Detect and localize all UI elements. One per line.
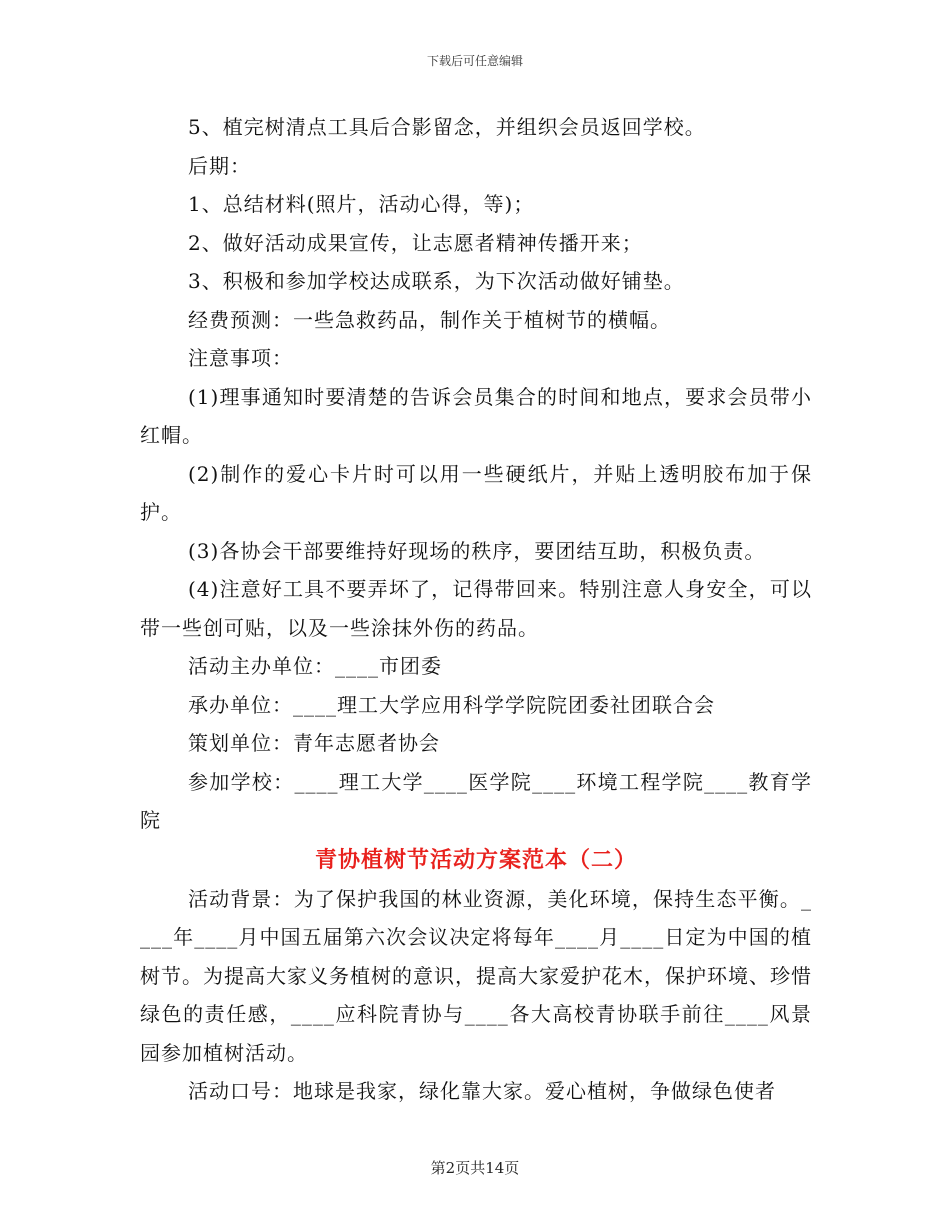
paragraph: 后期： xyxy=(188,153,251,178)
paragraph: (2)制作的爱心卡片时可以用一些硬纸片，并贴上透明胶布加于保护。 xyxy=(140,461,812,524)
document-body xyxy=(140,108,812,1111)
paragraph: 参加学校：____理工大学____医学院____环境工程学院____教育学院 xyxy=(140,769,812,832)
page-number: 第2页共14页 xyxy=(430,1159,520,1177)
paragraph: 注意事项： xyxy=(188,346,293,370)
paragraph: 活动背景：为了保护我国的林业资源，美化环境，保持生态平衡。____年____月中国五届第六次会议决定将每年____月____日定为中国的植树节。为提高大家义务植树的意识，提高大家爱护花木，保护环境、珍惜绿色的责任感，____应科院青协与____各大高校青协联手前往____风景园参加植树活动。 xyxy=(140,886,812,1065)
paragraph: (1)理事通知时要清楚的告诉会员集合的时间和地点，要求会员带小红帽。 xyxy=(140,384,812,447)
paragraph: (4)注意好工具不要弄坏了，记得带回来。特别注意人身安全，可以带一些创可贴，以及一些涂抹外伤的药品。 xyxy=(140,577,812,640)
page-header-note: 下载后可任意编辑 xyxy=(426,54,523,68)
paragraph: 3、积极和参加学校达成联系，为下次活动做好铺垫。 xyxy=(188,269,685,293)
paragraph: 活动口号：地球是我家，绿化靠大家。爱心植树，争做绿色使者 xyxy=(188,1079,776,1103)
paragraph: 1、总结材料(照片，活动心得，等)； xyxy=(188,192,535,216)
paragraph: 策划单位：青年志愿者协会 xyxy=(188,731,440,755)
paragraph: 经费预测：一些急救药品，制作关于植树节的横幅。 xyxy=(188,307,671,332)
paragraph: 活动主办单位：____市团委 xyxy=(188,654,442,678)
paragraph: 5、植完树清点工具后合影留念，并组织会员返回学校。 xyxy=(188,115,706,139)
section-title: 青协植树节活动方案范本（二） xyxy=(314,846,637,873)
paragraph: 承办单位：____理工大学应用科学学院院团委社团联合会 xyxy=(188,692,715,717)
paragraph: (3)各协会干部要维持好现场的秩序，要团结互助，积极负责。 xyxy=(188,538,766,563)
paragraph: 2、做好活动成果宣传，让志愿者精神传播开来； xyxy=(188,230,643,255)
